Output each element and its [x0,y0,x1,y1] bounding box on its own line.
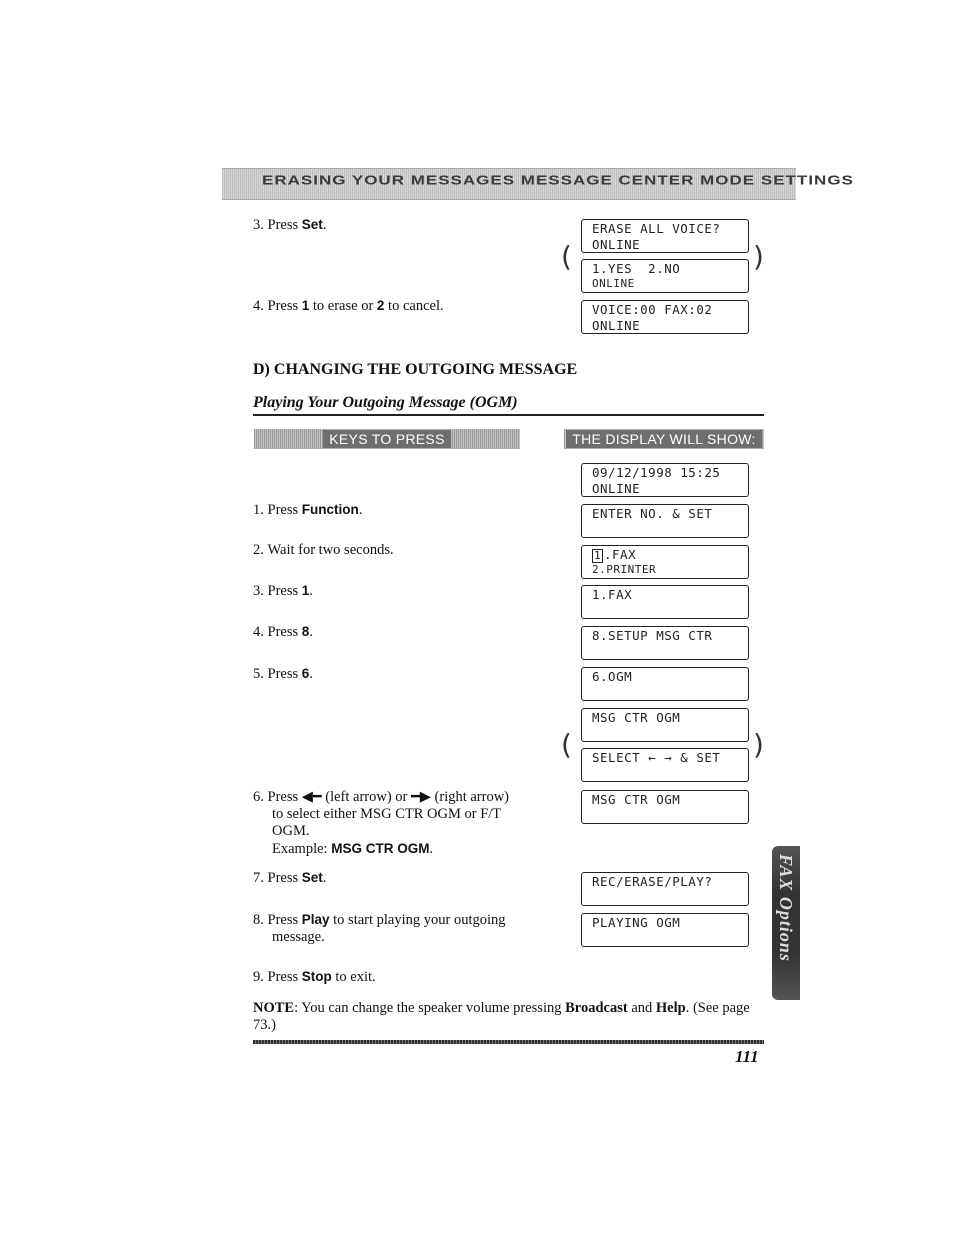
lcd-display: ERASE ALL VOICE? ONLINE [581,219,749,253]
section-title: D) CHANGING THE OUTGOING MESSAGE [253,361,578,378]
cycle-right-bracket: ) [753,728,764,761]
section-side-tab [772,846,800,1000]
lcd-display: 8.SETUP MSG CTR [581,626,749,660]
step-5: 5. Press 6. [253,666,313,682]
step-7: 7. Press Set. [253,870,327,886]
step-3: 3. Press 1. [253,583,313,599]
cursor-box: 1 [593,549,602,562]
note-text: NOTE: You can change the speaker volume pressing Broadcast and Help. (See page 73.) [253,1000,750,1033]
page-number: 111 [735,1047,759,1066]
lcd-display: 09/12/1998 15:25 ONLINE [581,463,749,497]
page-header-band [222,168,854,200]
lcd-display: ENTER NO. & SET [581,504,749,538]
lcd-display: PLAYING OGM [581,913,749,947]
lcd-display: SELECT ← → & SET [581,748,749,782]
right-arrow-icon: ━▶ [411,789,431,805]
section-subtitle: Playing Your Outgoing Message (OGM) [253,394,518,411]
lcd-display: 6.OGM [581,667,749,701]
top-step-4: 4. Press 1 to erase or 2 to cancel. [253,298,444,314]
side-tab-label: FAX Options [776,854,796,962]
cycle-left-bracket: ( [561,728,572,761]
step-2: 2. Wait for two seconds. [253,542,394,558]
step-1: 1. Press Function. [253,502,363,518]
page-header-text: ERASING YOUR MESSAGES MESSAGE CENTER MODE SETTINGS [262,173,854,188]
top-step-3: 3. Press Set. [253,217,327,233]
footer-rule [253,1040,764,1044]
lcd-display: 1.FAX [581,585,749,619]
keys-to-press-header: KEYS TO PRESS [254,429,520,449]
lcd-display: VOICE:00 FAX:02 ONLINE [581,300,749,334]
left-arrow-icon: ◀━ [301,789,322,805]
cycle-left-bracket: ( [561,240,572,273]
lcd-display: MSG CTR OGM [581,790,749,824]
lcd-display: 1 .FAX 2.PRINTER [581,545,749,579]
cycle-right-bracket: ) [753,240,764,273]
display-will-show-header: THE DISPLAY WILL SHOW: [564,429,764,449]
step-9: 9. Press Stop to exit. [253,969,376,985]
lcd-display: REC/ERASE/PLAY? [581,872,749,906]
lcd-display: MSG CTR OGM [581,708,749,742]
lcd-display: 1.YES 2.NO ONLINE [581,259,749,293]
subtitle-rule [253,414,764,416]
step-6: 6. Press ◀━ (left arrow) or ━▶ (right arrow) to select either MSG CTR OGM or F/T OGM. Example: MSG CTR OGM. [253,789,510,857]
step-4: 4. Press 8. [253,624,313,640]
step-8: 8. Press Play to start playing your outgoing message. [253,912,506,945]
